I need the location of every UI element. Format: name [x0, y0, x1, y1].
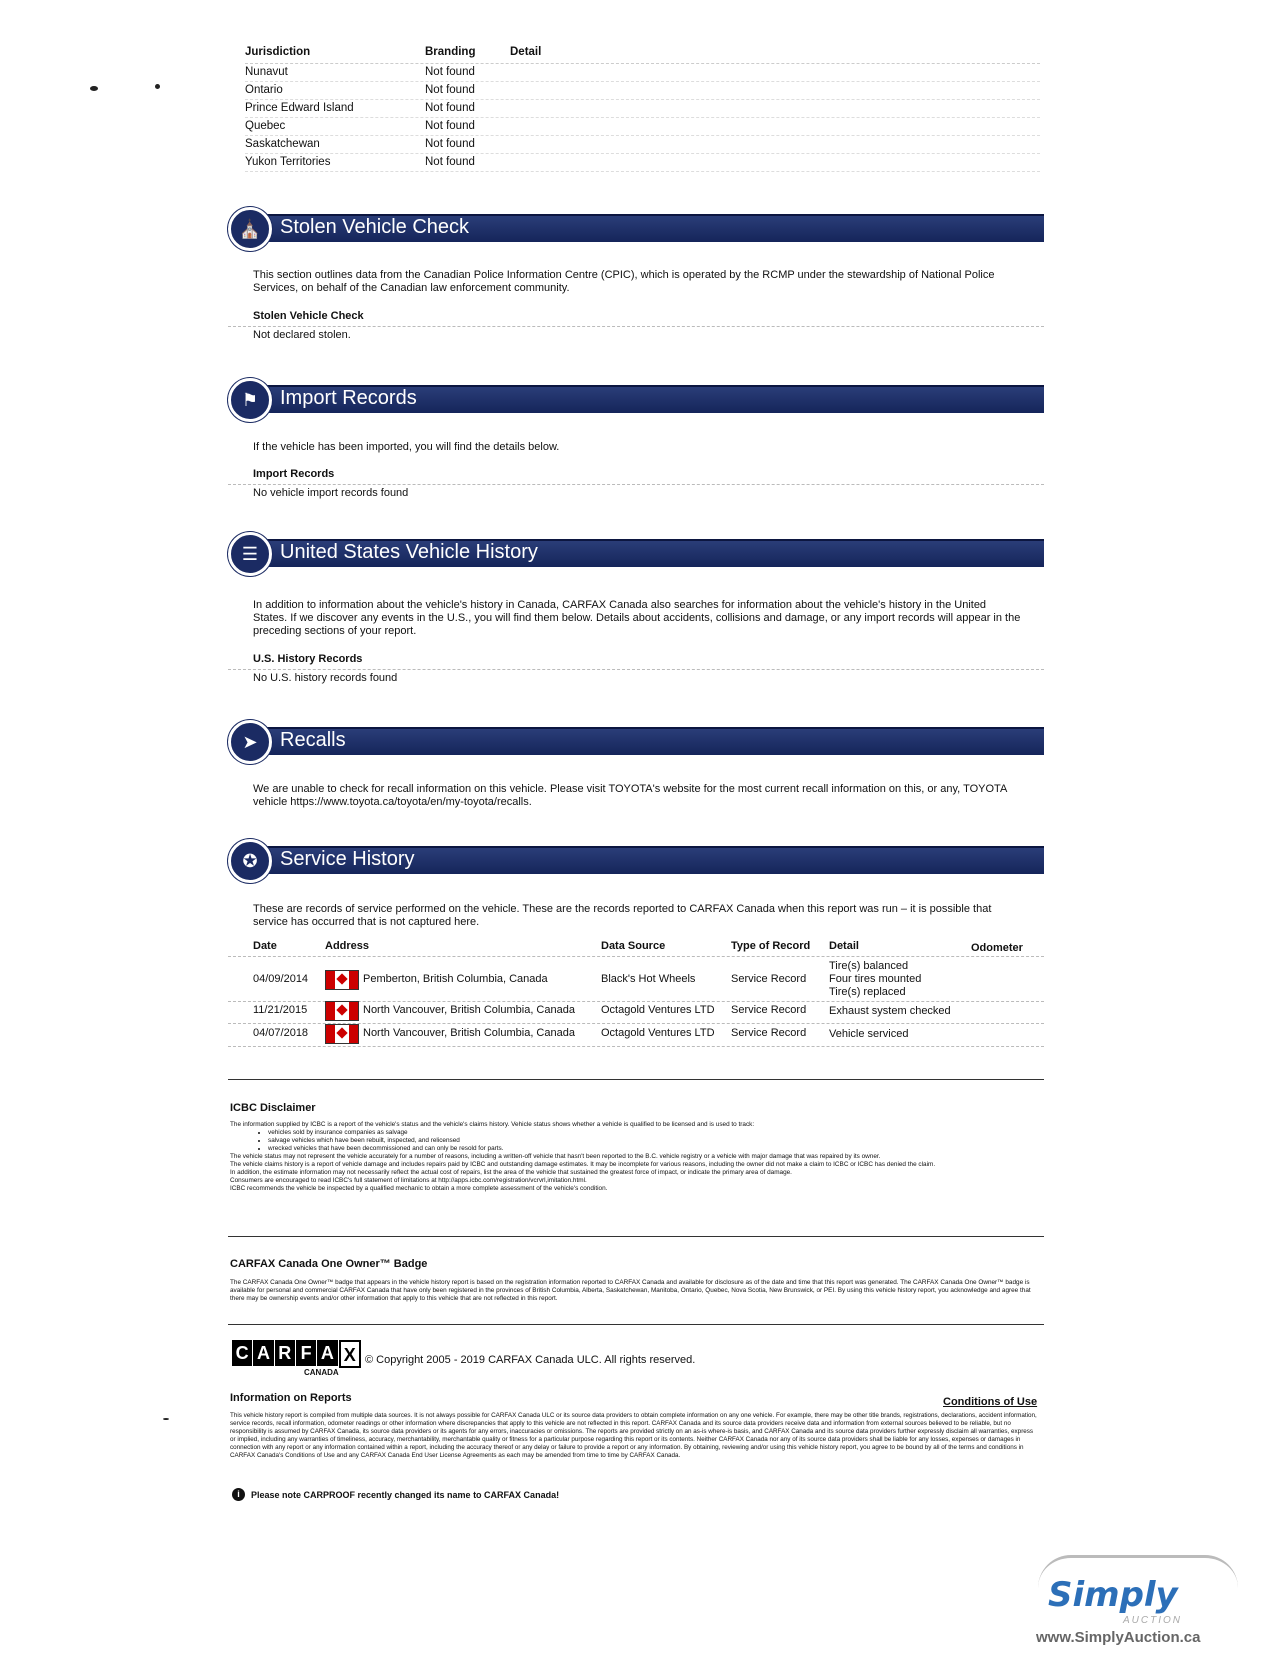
watermark-url: www.SimplyAuction.ca — [1036, 1629, 1201, 1646]
police-car-icon: ⛪ — [228, 207, 272, 251]
type-cell: Service Record — [731, 1027, 807, 1039]
table-row — [245, 118, 1040, 136]
section-title: Import Records — [280, 387, 417, 409]
section-header-service — [228, 843, 1044, 873]
header-address: Address — [325, 940, 370, 952]
section-title: Service History — [280, 848, 415, 870]
data-source-cell: Octagold Ventures LTD — [601, 1004, 715, 1016]
jurisdiction-cell: Saskatchewan — [245, 138, 320, 150]
address-cell: Pemberton, British Columbia, Canada — [363, 973, 548, 985]
note-text: Please note CARPROOF recently changed its name to CARFAX Canada! — [251, 1489, 560, 1500]
section-header-import — [228, 382, 1044, 412]
icbc-p2: The vehicle status may not represent the vehicle accurately for a number of reasons, including a written-off vehicle that hasn't been reported to the B.C. vehicle registry or a vehicle with major damage that was repaired by its owner. — [230, 1153, 881, 1160]
icbc-bullets — [230, 1129, 1040, 1153]
us-flag-icon: ☰ — [228, 532, 272, 576]
branding-cell: Not found — [425, 138, 475, 150]
list-item: • salvage vehicles which have been rebuilt, inspected, and relicensed — [268, 1137, 1040, 1145]
address-cell: North Vancouver, British Columbia, Canada — [363, 1027, 575, 1039]
table-row — [245, 100, 1040, 118]
watermark-word: Simply — [1048, 1575, 1178, 1615]
record-label: U.S. History Records — [253, 653, 363, 665]
list-item: • vehicles sold by insurance companies as salvage — [268, 1129, 1040, 1137]
section-intro: We are unable to check for recall information on this vehicle. Please visit TOYOTA's website for the most current recall information on this, or any, TOYOTA vehicle https://www.toyota.ca/toyota/en/my-toyota/recalls. — [253, 783, 1007, 808]
conditions-of-use-link[interactable]: Conditions of Use — [943, 1396, 1038, 1408]
record-value: No U.S. history records found — [253, 672, 398, 684]
section-title: Stolen Vehicle Check — [280, 216, 470, 238]
date-cell: 04/09/2014 — [253, 973, 309, 985]
icbc-p3: The vehicle claims history is a report of vehicle damage and includes repairs paid by ICBC and outstanding damage estimates. It may be incomplete for various reasons, including the owner did not make a claim to ICBC or ICBC has denied the claim. — [230, 1161, 936, 1168]
type-cell: Service Record — [731, 1004, 807, 1016]
header-jurisdiction: Jurisdiction — [245, 46, 311, 58]
record-label: Stolen Vehicle Check — [253, 310, 364, 322]
information-on-reports-title: Information on Reports — [230, 1392, 352, 1404]
section-intro: In addition to information about the vehicle's history in Canada, CARFAX Canada also searches for information about the vehicle's history in the United States. If we discover any events in the U.S., you will find them below. Details about accidents, collisions and damage, or any import records will appear in the preceding sections of your report. — [253, 599, 1021, 637]
award-ribbon-icon: ✪ — [228, 839, 272, 883]
information-on-reports-text: This vehicle history report is compiled from multiple data sources. It is not always possible for CARFAX Canada ULC or its source data providers to obtain complete information on any one vehicle. For example, there may be other title brands, registrations, declarations, accident information, service records, recall information, odometer readings or other information where discrepancies that apply to this vehicle are not reflected in this report. CARFAX Canada and its source data providers receive data and information from external sources believed to be reliable, but no responsibility is assumed by CARFAX Canada, its source data providers or its agents for any errors, inaccuracies or omissions. The reports are provided strictly on an as-is where-is basis, and CARFAX Canada and its source data providers further expressly disclaim all warranties, express or implied, including any warranties of timeliness, accuracy, merchantability, merchantable quality or fitness for a particular purpose regarding this report or its contents. Neither CARFAX Canada nor any of its source data providers shall be liable for any losses, expenses or damages in connection with any report or any information contained within a report, including the accuracy thereof or any delay or failure to provide a report or any information. By obtaining, reviewing and/or using this vehicle history report, you agree to be bound by all of the terms and conditions in CARFAX Canada's Conditions of Use and any CARFAX Canada End User License Agreements as each may be amended from time to time by CARFAX Canada. — [230, 1412, 1037, 1459]
table-header — [245, 46, 1040, 64]
icbc-p1: The information supplied by ICBC is a report of the vehicle's status and the vehicle's claims history. Vehicle status shows whether a vehicle is qualified to be licensed and is used to track: — [230, 1121, 755, 1128]
data-source-cell: Octagold Ventures LTD — [601, 1027, 715, 1039]
jurisdiction-table — [245, 46, 1040, 172]
icbc-p5: Consumers are encouraged to read ICBC's full statement of limitations at http://apps.icbc.com/registration/vcrvrl,imitation.html. — [230, 1177, 587, 1184]
section-title: United States Vehicle History — [280, 541, 538, 563]
detail-line: Tire(s) balanced — [829, 960, 909, 972]
detail-line: Exhaust system checked — [829, 1005, 951, 1017]
branding-cell: Not found — [425, 120, 475, 132]
header-branding: Branding — [425, 46, 476, 58]
detail-line: Vehicle serviced — [829, 1028, 909, 1040]
branding-cell: Not found — [425, 102, 475, 114]
table-row — [245, 64, 1040, 82]
icbc-p4: In addition, the estimate information may not necessarily reflect the actual cost of repairs, list the area of the vehicle that sustained the greatest force of impact, or indicate the primary area of damage. — [230, 1169, 792, 1176]
scan-speck — [155, 84, 160, 89]
watermark-sub: AUCTION — [1123, 1615, 1182, 1626]
list-item: • wrecked vehicles that have been decommissioned and can only be resold for parts. — [268, 1145, 1040, 1153]
branding-cell: Not found — [425, 156, 475, 168]
jurisdiction-cell: Yukon Territories — [245, 156, 331, 168]
header-data-source: Data Source — [601, 940, 666, 952]
carfax-canada-logo: C A R F A X CANADA — [232, 1340, 362, 1376]
scan-speck — [90, 86, 98, 91]
crossed-flags-icon: ⚑ — [228, 378, 272, 422]
name-change-note — [232, 1488, 559, 1501]
info-icon: i — [232, 1488, 245, 1501]
jurisdiction-cell: Ontario — [245, 84, 283, 96]
table-row — [245, 136, 1040, 154]
record-value: No vehicle import records found — [253, 487, 409, 499]
header-type-of-record: Type of Record — [731, 940, 811, 952]
jurisdiction-cell: Prince Edward Island — [245, 102, 354, 114]
header-detail: Detail — [510, 46, 542, 58]
table-row — [245, 82, 1040, 100]
jurisdiction-cell: Quebec — [245, 120, 286, 132]
data-source-cell: Black's Hot Wheels — [601, 973, 696, 985]
section-intro: If the vehicle has been imported, you will find the details below. — [253, 441, 560, 453]
simply-auction-watermark — [1028, 1555, 1243, 1650]
table-row — [245, 154, 1040, 172]
date-cell: 04/07/2018 — [253, 1027, 309, 1039]
scan-speck — [163, 1418, 169, 1420]
copyright-text: © Copyright 2005 - 2019 CARFAX Canada ULC. All rights reserved. — [365, 1354, 696, 1366]
detail-line: Tire(s) replaced — [829, 986, 906, 998]
icbc-title: ICBC Disclaimer — [230, 1102, 316, 1114]
record-label: Import Records — [253, 468, 335, 480]
one-owner-text: The CARFAX Canada One Owner™ badge that appears in the vehicle history report is based on the registration information reported to CARFAX Canada and available for disclosure as of the date and time that this report was generated. The CARFAX Canada One Owner™ badge is available for personal and commercial CARFAX Canada that have only been registered in the provinces of British Columbia, Alberta, Saskatchewan, Manitoba, Ontario, Quebec, Nova Scotia, New Brunswick, or PEI. By using this vehicle history report, you acknowledge and agree that there may be ownership events and/or other information that apply to this vehicle that are not reflected in this report. — [230, 1279, 1031, 1302]
section-intro: These are records of service performed on the vehicle. These are the records reported to CARFAX Canada when this report was run – it is possible that service has occurred that is not captured here. — [253, 903, 992, 928]
megaphone-icon: ➤ — [228, 720, 272, 764]
branding-cell: Not found — [425, 66, 475, 78]
branding-cell: Not found — [425, 84, 475, 96]
date-cell: 11/21/2015 — [253, 1004, 308, 1016]
header-odometer: Odometer — [971, 942, 1023, 954]
section-header-recalls — [228, 724, 1044, 754]
header-detail: Detail — [829, 940, 859, 952]
detail-line: Four tires mounted — [829, 973, 922, 985]
section-header-us-history — [228, 536, 1044, 566]
icbc-p6: ICBC recommends the vehicle be inspected by a qualified mechanic to obtain a more complete assessment of the vehicle's condition. — [230, 1185, 608, 1192]
header-date: Date — [253, 940, 277, 952]
section-header-stolen — [228, 211, 1044, 241]
icbc-text — [230, 1121, 1040, 1193]
address-cell: North Vancouver, British Columbia, Canada — [363, 1004, 575, 1016]
one-owner-title: CARFAX Canada One Owner™ Badge — [230, 1258, 428, 1270]
record-value: Not declared stolen. — [253, 329, 351, 341]
section-intro: This section outlines data from the Canadian Police Information Centre (CPIC), which is operated by the RCMP under the stewardship of National Police Services, on behalf of the Canadian law enforcement community. — [253, 269, 995, 294]
jurisdiction-cell: Nunavut — [245, 66, 288, 78]
section-title: Recalls — [280, 729, 346, 751]
type-cell: Service Record — [731, 973, 807, 985]
